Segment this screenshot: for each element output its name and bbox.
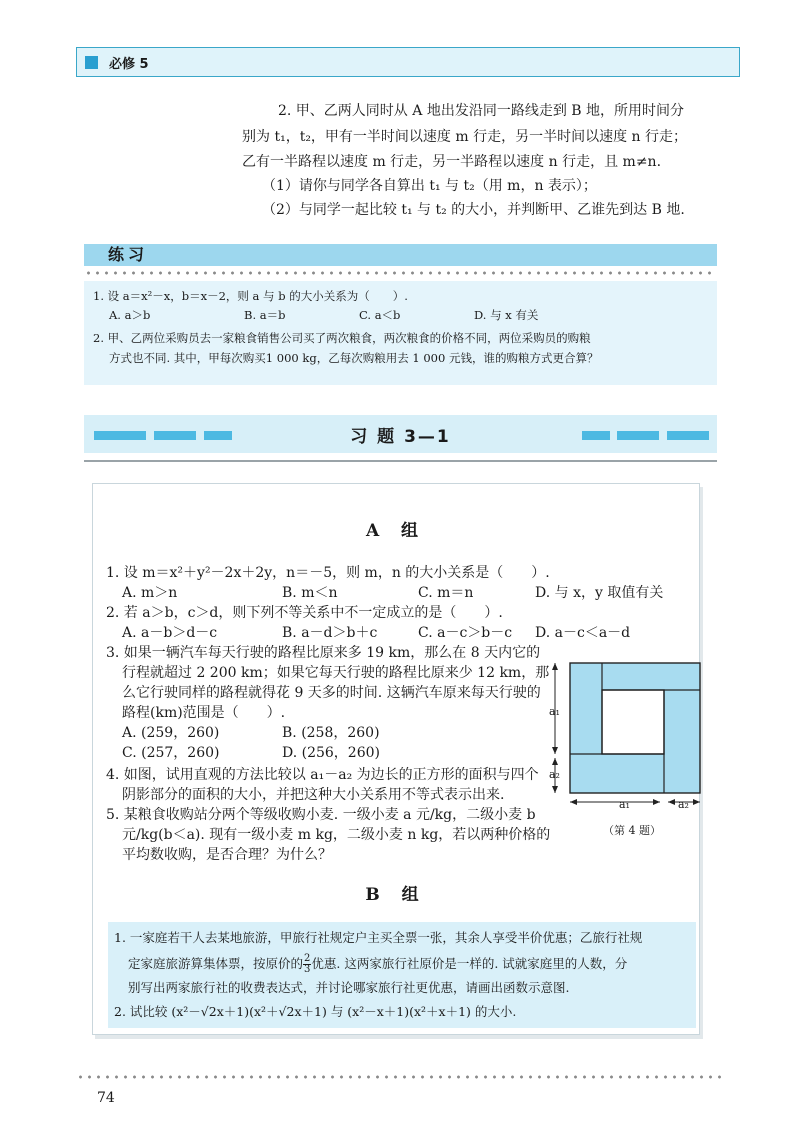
question-b2: 2. 试比较 (x²－√2x＋1)(x²＋√2x＋1) 与 (x²－x＋1)(x²＋x＋1) 的大小. xyxy=(114,1004,517,1019)
fraction-denominator: 3 xyxy=(304,964,311,975)
arrow-icon xyxy=(653,799,660,805)
label-a1-vertical: a₁ xyxy=(549,705,560,718)
text-line: 平均数收购，是否合理？为什么？ xyxy=(122,847,332,863)
option: A. a＞b xyxy=(109,308,151,322)
label-a2-horizontal: a₂ xyxy=(678,798,689,811)
arrow-icon xyxy=(693,799,700,805)
option: A. m＞n xyxy=(122,585,178,601)
text-line: 方式也不同. 其中，甲每次购买1 000 kg，乙每次购粮用去 1 000 元钱，谁的购粮方式更合算？ xyxy=(109,351,599,365)
text-line: 别为 t₁，t₂，甲有一半时间以速度 m 行走，另一半时间以速度 n 行走； xyxy=(242,129,688,145)
practice-title: 练习 xyxy=(108,245,149,264)
label-a1-horizontal: a₁ xyxy=(619,798,630,811)
figure-q4 xyxy=(545,660,715,835)
question-a4: 4. 如图，试用直观的方法比较以 a₁－a₂ 为边长的正方形的面积与四个 xyxy=(106,767,539,783)
option: D. 与 x 有关 xyxy=(474,308,539,322)
arrow-icon xyxy=(552,663,558,670)
horizontal-dimension xyxy=(545,796,715,808)
question-a3: 3. 如果一辆汽车每天行驶的路程比原来多 19 km，那么在 8 天内它的 xyxy=(106,645,541,661)
dotted-divider xyxy=(84,271,717,275)
group-a-title: A 组 xyxy=(365,521,427,541)
footer-dotted-divider xyxy=(76,1075,721,1079)
figure-caption: （第 4 题） xyxy=(603,824,661,837)
group-b-box xyxy=(108,922,696,1028)
option: B. m＜n xyxy=(282,585,338,601)
text-line: 阴影部分的面积的大小，并把这种大小关系用不等式表示出来. xyxy=(122,787,505,803)
option: C. (257，260) xyxy=(122,745,220,761)
practice-question-2: 2. 甲、乙两位采购员去一家粮食销售公司买了两次粮食，两次粮食的价格不同，两位采购员的购粮 xyxy=(93,331,591,345)
text-line xyxy=(128,954,627,975)
question-a2: 2. 若 a＞b，c＞d，则下列不等关系中不一定成立的是（ ）. xyxy=(106,605,503,621)
text-line: （2）与同学一起比较 t₁ 与 t₂ 的大小，并判断甲、乙谁先到达 B 地. xyxy=(262,202,685,218)
arrow-icon xyxy=(668,799,675,805)
text-line: 别写出两家旅行社的收费表达式，并讨论哪家旅行社更优惠，请画出函数示意图. xyxy=(128,980,570,995)
question-a5: 5. 某粮食收购站分两个等级收购小麦. 一级小麦 a 元/kg，二级小麦 b xyxy=(106,807,536,823)
text-line: 元/kg(b＜a). 现有一级小麦 m kg，二级小麦 n kg，若以两种价格的 xyxy=(122,827,551,843)
inner-square xyxy=(602,690,664,754)
option: B. a＝b xyxy=(244,308,286,322)
text-line: 2. 甲、乙两人同时从 A 地出发沿同一路线走到 B 地，所用时间分 xyxy=(278,103,685,119)
practice-box xyxy=(84,281,717,385)
divider-line xyxy=(84,460,717,462)
header-square-icon xyxy=(85,56,98,69)
option: B. a－d＞b＋c xyxy=(282,625,378,641)
text-line: （1）请你与同学各自算出 t₁ 与 t₂（用 m，n 表示）； xyxy=(262,178,597,194)
fraction-numerator: 2 xyxy=(304,953,311,964)
option: A. a－b＞d－c xyxy=(122,625,218,641)
question-a1: 1. 设 m＝x²＋y²－2x＋2y，n＝－5，则 m，n 的大小关系是（ ）. xyxy=(106,565,550,581)
arrow-icon xyxy=(552,758,558,765)
practice-banner xyxy=(84,244,717,266)
group-b-title: B 组 xyxy=(365,885,427,905)
page-number: 74 xyxy=(97,1090,115,1106)
option: D. 与 x，y 取值有关 xyxy=(535,585,664,601)
chapter-header xyxy=(76,47,740,77)
arrow-icon xyxy=(552,747,558,754)
option: C. a－c＞b－c xyxy=(418,625,513,641)
text-line: 么它行驶同样的路程就得花 9 天多的时间. 这辆汽车原来每天行驶的 xyxy=(122,685,541,701)
arrow-icon xyxy=(570,799,577,805)
arrow-icon xyxy=(552,786,558,793)
text-line: 路程(km)范围是（ ）. xyxy=(122,705,286,721)
square-diagram xyxy=(545,660,715,800)
option: D. a－c＜a－d xyxy=(535,625,631,641)
option: B. (258，260) xyxy=(282,725,380,741)
exercises-title: 习 题 3—1 xyxy=(350,427,451,447)
exercises-banner xyxy=(84,415,717,453)
practice-question-1: 1. 设 a＝x²－x，b＝x－2，则 a 与 b 的大小关系为（ ）. xyxy=(93,289,408,303)
option: A. (259，260) xyxy=(122,725,220,741)
option: C. m＝n xyxy=(418,585,474,601)
text-line: 乙有一半路程以速度 m 行走，另一半路程以速度 n 行走，且 m≠n. xyxy=(242,154,662,170)
text-segment: 优惠. 这两家旅行社原价是一样的. 试就家庭里的人数，分 xyxy=(311,956,628,971)
option: D. (256，260) xyxy=(282,745,380,761)
book-title: 必修 5 xyxy=(109,57,149,72)
option: C. a＜b xyxy=(359,308,401,322)
label-a2-vertical: a₂ xyxy=(549,768,560,781)
text-segment: 定家庭旅游算集体票，按原价的 xyxy=(128,956,304,971)
question-b1: 1. 一家庭若干人去某地旅游，甲旅行社规定户主买全票一张，其余人享受半价优惠；乙旅行社规 xyxy=(114,930,643,945)
text-line: 行程就超过 2 200 km；如果它每天行驶的路程比原来少 12 km，那 xyxy=(122,665,550,681)
